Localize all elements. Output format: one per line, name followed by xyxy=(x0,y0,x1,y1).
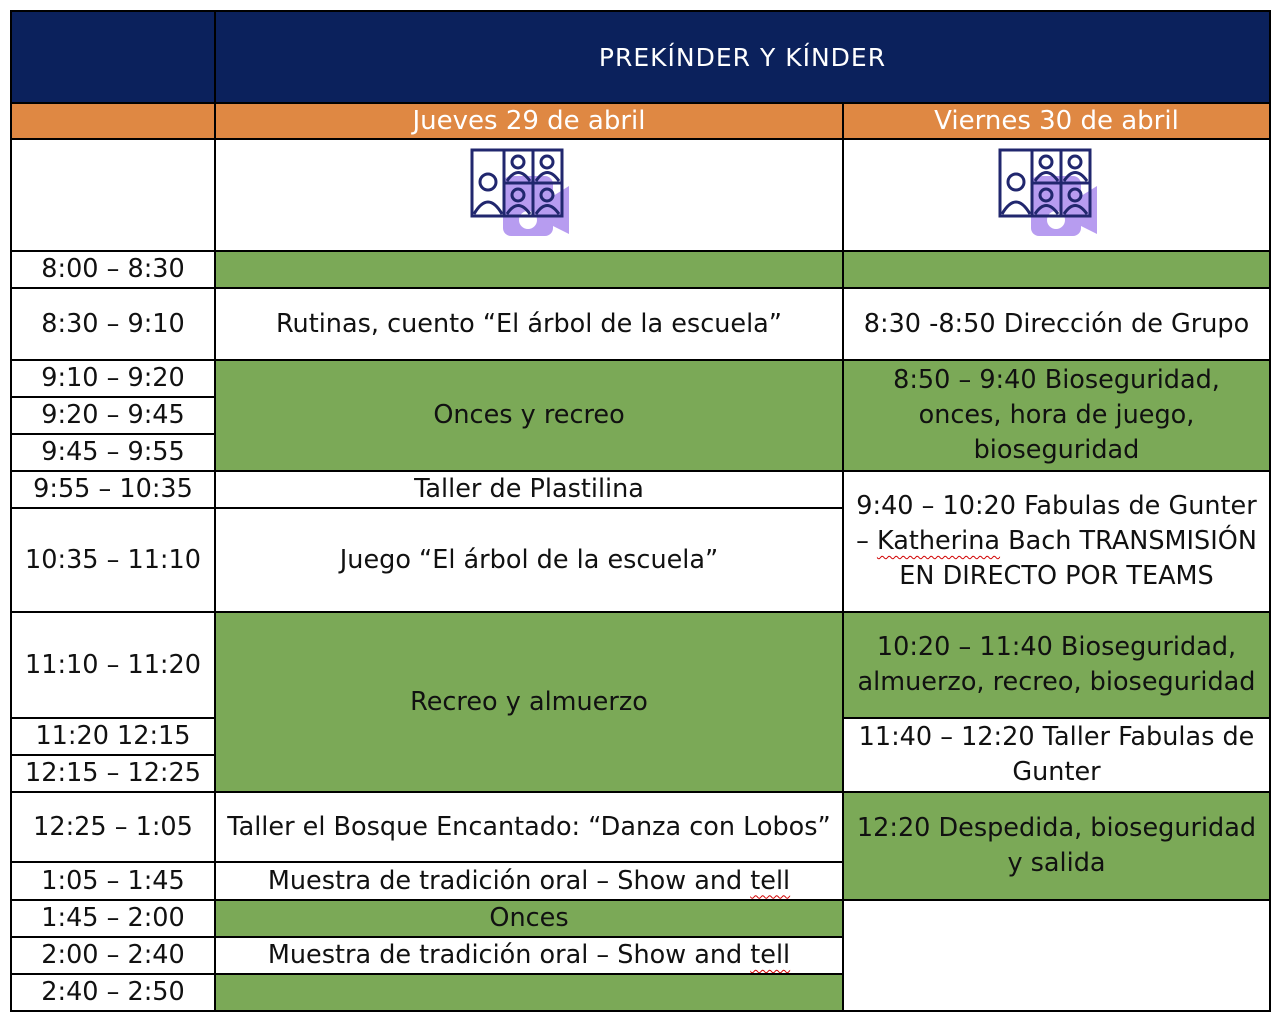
friday-empty-cell xyxy=(843,900,1270,1011)
icon-empty-cell xyxy=(11,139,215,251)
video-meeting-icon xyxy=(997,146,1117,244)
time-slot: 9:55 – 10:35 xyxy=(11,471,215,508)
schedule-title: PREKÍNDER Y KÍNDER xyxy=(215,11,1270,103)
thursday-activity xyxy=(215,937,843,974)
friday-fabulas-text-end: Bach TRANSMISIÓN EN DIRECTO POR TEAMS xyxy=(899,526,1257,591)
friday-activity: 12:20 Despedida, bioseguridad y salida xyxy=(843,792,1270,900)
thursday-break-cell xyxy=(215,974,843,1011)
time-slot: 12:15 – 12:25 xyxy=(11,755,215,792)
thursday-icon-cell xyxy=(215,139,843,251)
day-empty-cell xyxy=(11,103,215,139)
header-empty-cell xyxy=(11,11,215,103)
thursday-muestra-tell: tell xyxy=(750,940,791,970)
time-slot: 1:45 – 2:00 xyxy=(11,900,215,937)
thursday-activity: Recreo y almuerzo xyxy=(215,612,843,792)
time-slot: 12:25 – 1:05 xyxy=(11,792,215,862)
time-slot: 10:35 – 11:10 xyxy=(11,508,215,612)
time-slot: 1:05 – 1:45 xyxy=(11,862,215,900)
time-slot: 9:45 – 9:55 xyxy=(11,434,215,471)
friday-break-cell xyxy=(843,251,1270,288)
thursday-activity: Juego “El árbol de la escuela” xyxy=(215,508,843,612)
time-slot: 8:00 – 8:30 xyxy=(11,251,215,288)
friday-icon-cell xyxy=(843,139,1270,251)
friday-fabulas-name: Katherina xyxy=(876,526,1001,556)
time-slot: 9:20 – 9:45 xyxy=(11,397,215,434)
thursday-activity xyxy=(215,862,843,900)
friday-activity: 11:40 – 12:20 Taller Fabulas de Gunter xyxy=(843,718,1270,792)
video-meeting-icon xyxy=(469,146,589,244)
schedule-table xyxy=(10,10,1271,1012)
thursday-activity: Taller de Plastilina xyxy=(215,471,843,508)
time-slot: 2:40 – 2:50 xyxy=(11,974,215,1011)
thursday-activity: Rutinas, cuento “El árbol de la escuela” xyxy=(215,288,843,360)
thursday-muestra-text: Muestra de tradición oral – Show and xyxy=(267,940,751,970)
thursday-break-cell xyxy=(215,251,843,288)
day-friday: Viernes 30 de abril xyxy=(843,103,1270,139)
thursday-activity: Onces xyxy=(215,900,843,937)
thursday-muestra-text: Muestra de tradición oral – Show and xyxy=(267,865,751,896)
thursday-muestra-tell: tell xyxy=(750,865,791,896)
time-slot: 11:20 12:15 xyxy=(11,718,215,755)
friday-activity xyxy=(843,471,1270,612)
time-slot: 11:10 – 11:20 xyxy=(11,612,215,718)
time-slot: 8:30 – 9:10 xyxy=(11,288,215,360)
thursday-activity: Taller el Bosque Encantado: “Danza con Lobos” xyxy=(215,792,843,862)
time-slot: 9:10 – 9:20 xyxy=(11,360,215,397)
friday-activity: 8:30 -8:50 Dirección de Grupo xyxy=(843,288,1270,360)
time-slot: 2:00 – 2:40 xyxy=(11,937,215,974)
friday-activity: 10:20 – 11:40 Bioseguridad, almuerzo, recreo, bioseguridad xyxy=(843,612,1270,718)
friday-fabulas-text: 9:40 – 10:20 Fabulas de Gunter – xyxy=(856,491,1257,556)
day-thursday: Jueves 29 de abril xyxy=(215,103,843,139)
thursday-activity: Onces y recreo xyxy=(215,360,843,471)
friday-activity: 8:50 – 9:40 Bioseguridad, onces, hora de juego, bioseguridad xyxy=(843,360,1270,471)
